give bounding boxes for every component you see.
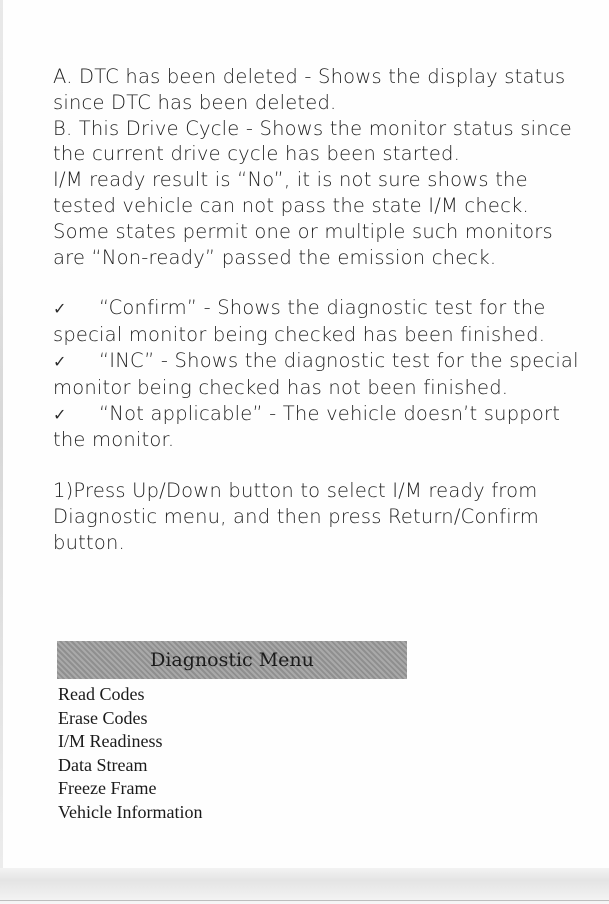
diagnostic-menu-list — [57, 683, 407, 824]
checklist-item-confirm — [53, 295, 583, 348]
page-content — [53, 64, 583, 556]
menu-item-erase-codes: Erase Codes — [58, 707, 148, 728]
menu-item-data-stream: Data Stream — [58, 754, 148, 775]
page-left-edge — [0, 0, 3, 870]
checkmark-icon: ✓ — [53, 299, 67, 319]
diagnostic-menu-screen — [57, 641, 407, 824]
checkmark-icon: ✓ — [53, 404, 67, 424]
diagnostic-menu-title: Diagnostic Menu — [57, 641, 407, 679]
checklist-item-not-applicable — [53, 401, 583, 454]
menu-item-im-readiness: I/M Readiness — [58, 731, 163, 751]
checklist-item-text: “Confirm” - Shows the diagnostic test for the special monitor being checked has been finished. — [53, 296, 546, 347]
page-bottom-edge — [0, 868, 609, 904]
checklist-item-text: “Not applicable” - The vehicle doesn’t support the monitor. — [53, 401, 561, 452]
menu-item-read-codes: Read Codes — [58, 684, 145, 704]
dtc-deleted-paragraph: A. DTC has been deleted - Shows the display status since DTC has been deleted. — [53, 65, 566, 114]
checkmark-icon: ✓ — [53, 351, 67, 371]
checklist-item-inc — [53, 348, 583, 401]
instruction-paragraph: 1)Press Up/Down button to select I/M ready from Diagnostic menu, and then press Return/Confirm button. — [53, 479, 539, 554]
checklist-item-text: “INC” - Shows the diagnostic test for the special monitor being checked has not been finished. — [53, 348, 579, 399]
menu-item-freeze-frame: Freeze Frame — [58, 778, 157, 798]
page-bottom-rule — [0, 900, 609, 901]
menu-item-vehicle-information: Vehicle Information — [58, 801, 203, 822]
im-ready-paragraph: I/M ready result is “No”, it is not sure shows the tested vehicle can not pass the state I/M check. Some states permit one or multiple such monitors are “Non-ready” passed the emission check. — [53, 168, 553, 269]
drive-cycle-paragraph: B. This Drive Cycle - Shows the monitor status since the current drive cycle has been started. — [53, 116, 572, 166]
